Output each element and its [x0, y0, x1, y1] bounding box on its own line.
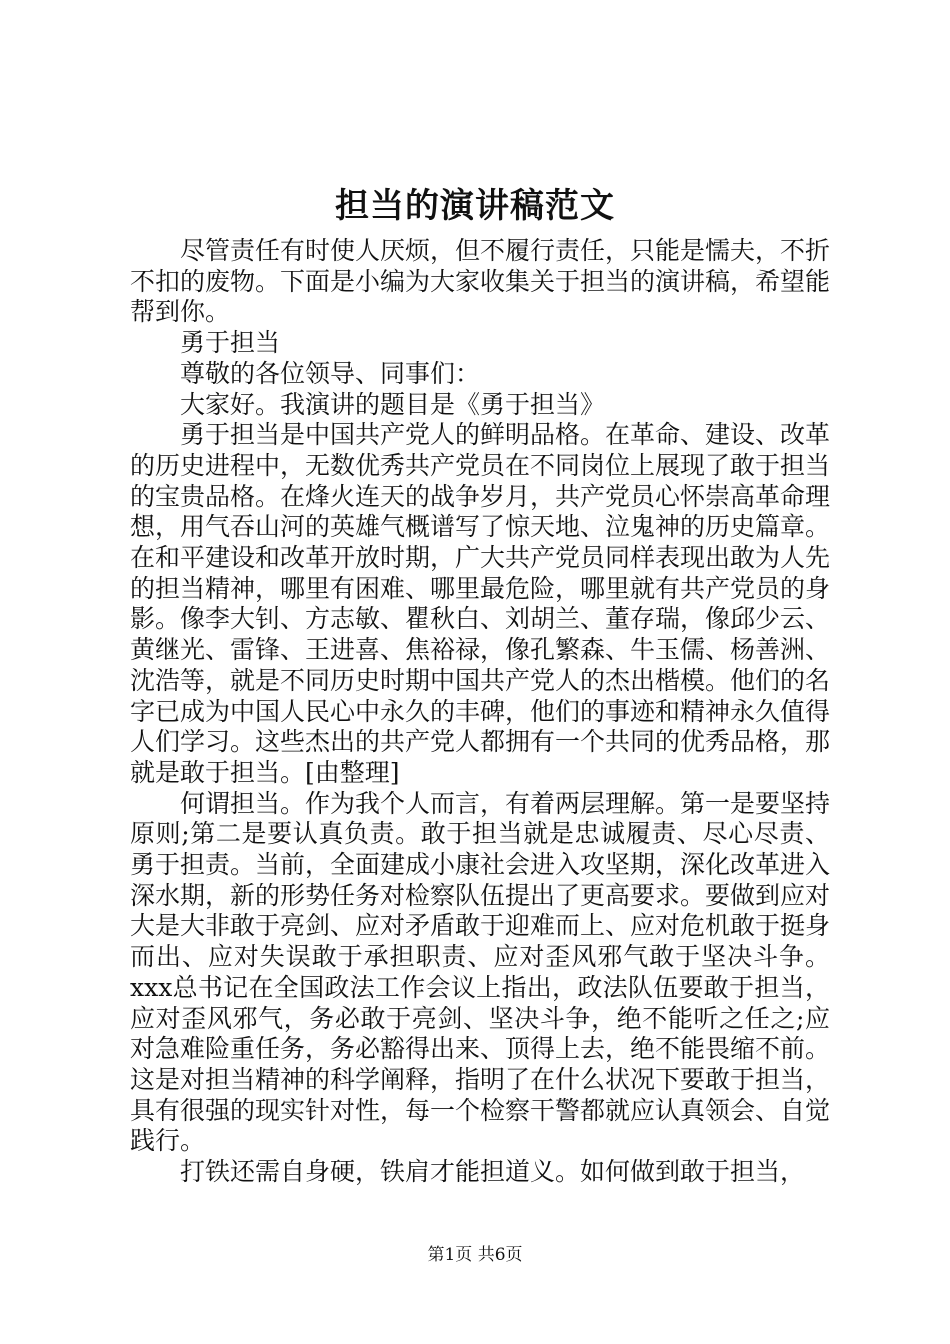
page-footer: 第1页 共6页	[427, 1245, 523, 1265]
paragraph-intro: 尽管责任有时使人厌烦，但不履行责任，只能是懦夫，不折不扣的废物。下面是小编为大家收集关于担当的演讲稿，希望能帮到你。	[130, 236, 831, 327]
document-title: 担当的演讲稿范文	[335, 186, 615, 226]
paragraph-greeting: 大家好。我演讲的题目是《勇于担当》	[180, 389, 606, 419]
paragraph-body-3: 打铁还需自身硬，铁肩才能担道义。如何做到敢于担当，	[180, 1157, 806, 1187]
document-body	[130, 236, 830, 1188]
paragraph-body-1: 勇于担当是中国共产党人的鲜明品格。在革命、建设、改革的历史进程中，无数优秀共产党员在不同岗位上展现了敢于担当的宝贵品格。在烽火连天的战争岁月，共产党员心怀崇高革命理想，用气吞山河的英雄气概谱写了惊天地、泣鬼神的历史篇章。在和平建设和改革开放时期，广大共产党员同样表现出敢为人先的担当精神，哪里有困难、哪里最危险，哪里就有共产党员的身影。像李大钊、方志敏、瞿秋白、刘胡兰、董存瑞，像邱少云、黄继光、雷锋、王进喜、焦裕禄，像孔繁森、牛玉儒、杨善洲、沈浩等，就是不同历史时期中国共产党人的杰出楷模。他们的名字已成为中国人民心中永久的丰碑，他们的事迹和精神永久值得人们学习。这些杰出的共产党人都拥有一个共同的优秀品格，那就是敢于担当。[由整理]	[130, 420, 831, 787]
paragraph-salutation: 尊敬的各位领导、同事们：	[180, 358, 481, 388]
paragraph-heading: 勇于担当	[180, 328, 281, 358]
paragraph-body-2: 何谓担当。作为我个人而言，有着两层理解。第一是要坚持原则;第二是要认真负责。敢于担当就是忠诚履责、尽心尽责、勇于担责。当前，全面建成小康社会进入攻坚期，深化改革进入深水期，新的形势任务对检察队伍提出了更高要求。要做到应对大是大非敢于亮剑、应对矛盾敢于迎难而上、应对危机敢于挺身而出、应对失误敢于承担职责、应对歪风邪气敢于坚决斗争。xxx总书记在全国政法工作会议上指出，政法队伍要敢于担当，应对歪风邪气，务必敢于亮剑、坚决斗争，绝不能听之任之;应对急难险重任务，务必豁得出来、顶得上去，绝不能畏缩不前。这是对担当精神的科学阐释，指明了在什么状况下要敢于担当，具有很强的现实针对性，每一个检察干警都就应认真领会、自觉践行。	[130, 788, 831, 1156]
